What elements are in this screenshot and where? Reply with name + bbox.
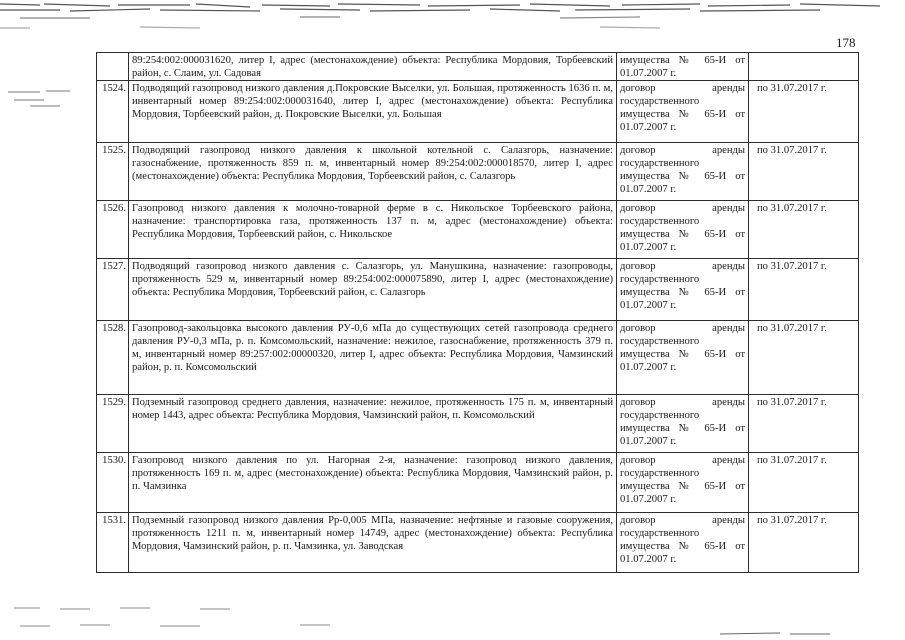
lease-term: по 31.07.2017 г. [749, 259, 859, 321]
scan-artifacts-bottom [0, 600, 905, 640]
object-description: Газопровод низкого давления к молочно-товарной ферме в с. Никольское Торбеевского района, назначение: транспортировка газа, протяженность 137 п. м, адрес (местонахождение) объекта: Республика Мордовия, Торбеевский район, с. Никольское [129, 201, 617, 259]
lease-basis: договор аренды государственного имущества № 65-И от 01.07.2007 г. [617, 453, 749, 513]
table-row [97, 143, 859, 201]
page-number: 178 [836, 35, 856, 50]
scan-artifacts-top [0, 0, 905, 40]
row-number: 1530. [97, 453, 129, 513]
lease-term: по 31.07.2017 г. [749, 143, 859, 201]
table-row [97, 201, 859, 259]
scan-artifacts-left [0, 40, 96, 130]
lease-basis: договор аренды государственного имущества № 65-И от 01.07.2007 г. [617, 513, 749, 573]
lease-term: по 31.07.2017 г. [749, 81, 859, 143]
lease-term: по 31.07.2017 г. [749, 201, 859, 259]
lease-basis: договор аренды государственного имущества № 65-И от 01.07.2007 г. [617, 81, 749, 143]
lease-term [749, 53, 859, 81]
lease-term: по 31.07.2017 г. [749, 513, 859, 573]
lease-basis: имущества № 65-И от 01.07.2007 г. [617, 53, 749, 81]
object-description: Газопровод-закольцовка высокого давления РУ-0,6 мПа до существующих сетей газопровода среднего давления РУ-0,3 мПа, р. п. Комсомольский, назначение: нежилое, газоснабжение, протяженность 379 п. м, инвентарный номер 89:257:002:00000320, литер I, адрес объекта: Республика Мордовия, Чамзинский район, р. п. Комсомольский [129, 321, 617, 395]
row-number: 1526. [97, 201, 129, 259]
row-number: 1529. [97, 395, 129, 453]
object-description: Газопровод низкого давления по ул. Нагорная 2-я, назначение: газопровод низкого давления, протяженность 169 п. м, адрес (местонахождение) объекта: Республика Мордовия, Чамзинский район, р. п. Чамзинка [129, 453, 617, 513]
object-description: Подводящий газопровод низкого давления д.Покровские Выселки, ул. Большая, протяженность 1636 п. м, инвентарный номер 89:254:002:000031640, литер I, адрес (местонахождение) объекта: Республика Мордовия, Торбеевский район, д. Покровские Выселки, ул. Большая [129, 81, 617, 143]
table-row [97, 395, 859, 453]
lease-basis: договор аренды государственного имущества № 65-И от 01.07.2007 г. [617, 259, 749, 321]
lease-basis: договор аренды государственного имущества № 65-И от 01.07.2007 г. [617, 395, 749, 453]
row-number: 1524. [97, 81, 129, 143]
row-number: 1531. [97, 513, 129, 573]
table-row [97, 259, 859, 321]
row-number [97, 53, 129, 81]
lease-basis: договор аренды государственного имущества № 65-И от 01.07.2007 г. [617, 143, 749, 201]
object-description: Подводящий газопровод низкого давления к школьной котельной с. Салазгорь, назначение: газоснабжение, протяженность 859 п. м, инвентарный номер 89:254:002:000018570, литер I, адрес (местонахождение) объекта: Республика Мордовия, Торбеевский район, с. Салазгорь [129, 143, 617, 201]
object-description: Подводящий газопровод низкого давления с. Салазгорь, ул. Манушкина, назначение: газопроводы, протяженность 529 м, инвентарный номер 89:254:002:000075890, литер I, адрес (местонахождение) объекта: Республика Мордовия, Торбеевский район, с. Салазгорь [129, 259, 617, 321]
object-description: 89:254:002:000031620, литер I, адрес (местонахождение) объекта: Республика Мордовия, Торбеевский район, с. Слаим, ул. Садовая [129, 53, 617, 81]
table-row [97, 81, 859, 143]
row-number: 1528. [97, 321, 129, 395]
lease-term: по 31.07.2017 г. [749, 321, 859, 395]
row-number: 1525. [97, 143, 129, 201]
table-row [97, 453, 859, 513]
lease-term: по 31.07.2017 г. [749, 395, 859, 453]
object-description: Подземный газопровод низкого давления Рр-0,005 МПа, назначение: нефтяные и газовые сооружения, протяженность 1211 п. м, инвентарный номер 14749, адрес (местонахождение) объекта: Республика Мордовия, Чамзинский район, р. п. Чамзинка, ул. Заводская [129, 513, 617, 573]
table-row [97, 513, 859, 573]
table-row [97, 321, 859, 395]
lease-basis: договор аренды государственного имущества № 65-И от 01.07.2007 г. [617, 321, 749, 395]
lease-term: по 31.07.2017 г. [749, 453, 859, 513]
property-table [96, 52, 859, 573]
lease-basis: договор аренды государственного имущества № 65-И от 01.07.2007 г. [617, 201, 749, 259]
object-description: Подземный газопровод среднего давления, назначение: нежилое, протяженность 175 п. м, инвентарный номер 1443, адрес объекта: Республика Мордовия, Чамзинский район, п. Комсомольский [129, 395, 617, 453]
row-number: 1527. [97, 259, 129, 321]
table-row [97, 53, 859, 81]
